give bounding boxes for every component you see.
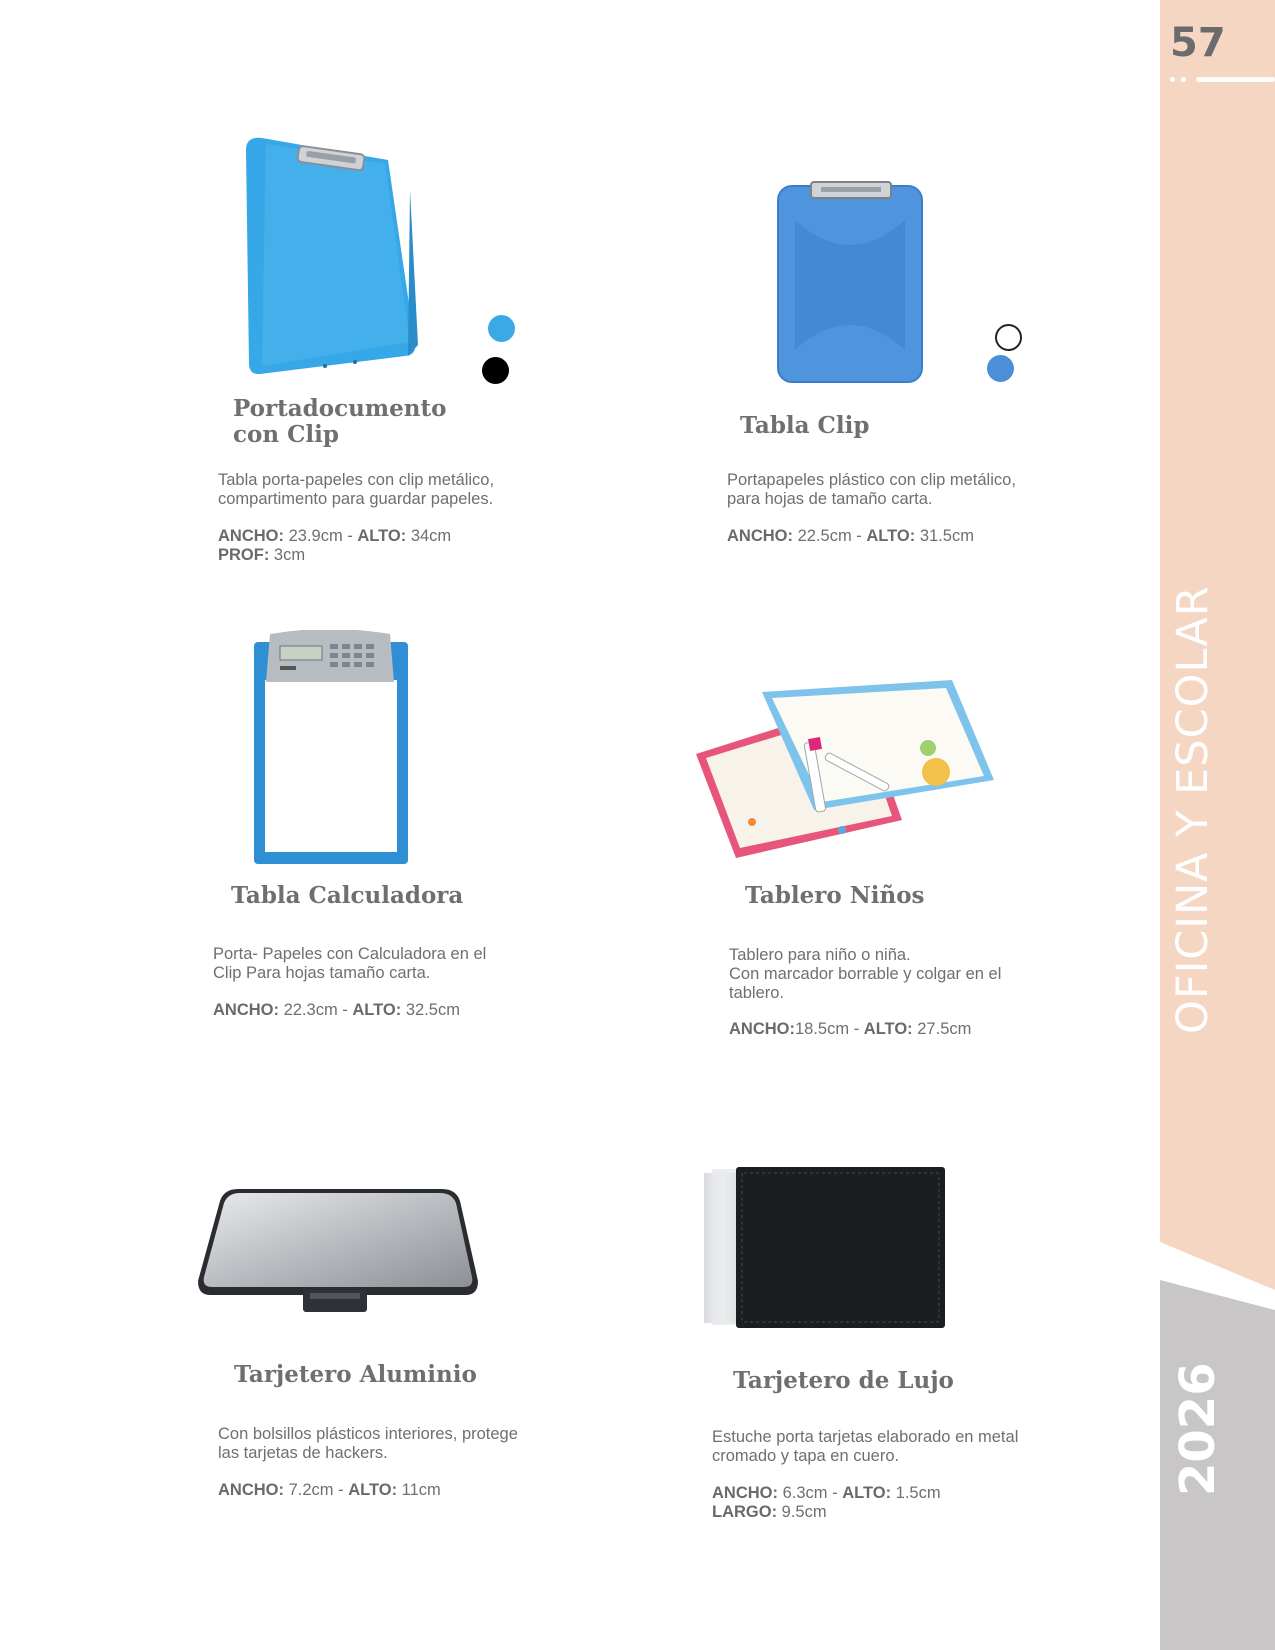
spec-label: ALTO: xyxy=(863,1020,913,1038)
decor-dot xyxy=(1170,77,1175,82)
color-swatch-blue[interactable] xyxy=(488,315,515,342)
spec-label: ANCHO: xyxy=(218,527,284,545)
spec-label: ANCHO: xyxy=(729,1020,795,1038)
description-line: las tarjetas de hackers. xyxy=(218,1444,388,1462)
decor-dot xyxy=(1181,77,1186,82)
spec-value: 6.3cm - xyxy=(778,1484,843,1502)
description-line: Tablero para niño o niña. xyxy=(729,946,911,964)
product-description xyxy=(729,946,1049,1003)
product-description xyxy=(218,471,538,509)
spec-value: 22.5cm - xyxy=(793,527,867,545)
product-dimensions xyxy=(712,1484,1032,1522)
spec-value: 23.9cm - xyxy=(284,527,358,545)
product-title: Tarjetero Aluminio xyxy=(234,1361,477,1388)
spec-value: 7.2cm - xyxy=(284,1481,349,1499)
product-title xyxy=(233,396,446,448)
product-description xyxy=(712,1428,1072,1466)
product-title: Tabla Clip xyxy=(740,412,870,439)
description-line: para hojas de tamaño carta. xyxy=(727,490,933,508)
spec-label: ALTO: xyxy=(842,1484,892,1502)
kids-whiteboards-image xyxy=(692,672,997,862)
spec-value: 9.5cm xyxy=(777,1503,827,1521)
spec-label: PROF: xyxy=(218,546,270,564)
blue-clipboard-image xyxy=(775,180,925,385)
product-dimensions xyxy=(218,527,538,565)
product-title: Tablero Niños xyxy=(745,882,925,909)
product-description xyxy=(218,1425,538,1463)
product-title-line: con Clip xyxy=(233,421,339,448)
product-dimensions xyxy=(727,527,1047,546)
product-description xyxy=(213,945,533,983)
spec-value: 18.5cm - xyxy=(795,1020,864,1038)
spec-label: ALTO: xyxy=(866,527,916,545)
spec-value: 34cm xyxy=(406,527,452,545)
spec-label: ANCHO: xyxy=(727,527,793,545)
description-line: Estuche porta tarjetas elaborado en metal xyxy=(712,1428,1019,1446)
spec-value: 3cm xyxy=(269,546,306,564)
spec-label: ANCHO: xyxy=(213,1001,279,1019)
description-line: cromado y tapa en cuero. xyxy=(712,1447,900,1465)
description-line: tablero. xyxy=(729,984,785,1002)
spec-value: 27.5cm xyxy=(912,1020,972,1038)
spec-label: LARGO: xyxy=(712,1503,778,1521)
description-line: Tabla porta-papeles con clip metálico, xyxy=(218,471,495,489)
color-swatch-white[interactable] xyxy=(995,324,1022,351)
blue-clipboard-case-image xyxy=(240,130,420,380)
spec-label: ALTO: xyxy=(352,1001,402,1019)
spec-value: 31.5cm xyxy=(915,527,974,545)
spec-value: 32.5cm xyxy=(401,1001,460,1019)
product-dimensions xyxy=(213,1001,533,1020)
page-number-underline xyxy=(1196,77,1275,82)
spec-label: ALTO: xyxy=(357,527,407,545)
product-title: Tarjetero de Lujo xyxy=(733,1367,954,1394)
spec-value: 22.3cm - xyxy=(279,1001,353,1019)
product-dimensions xyxy=(218,1481,538,1500)
description-line: Portapapeles plástico con clip metálico, xyxy=(727,471,1016,489)
spec-label: ALTO: xyxy=(348,1481,398,1499)
description-line: Con bolsillos plásticos interiores, protege xyxy=(218,1425,518,1443)
color-swatch-blue[interactable] xyxy=(987,355,1014,382)
product-title: Tabla Calculadora xyxy=(231,882,464,909)
category-label: OFICINA Y ESCOLAR xyxy=(1168,585,1218,1034)
spec-label: ANCHO: xyxy=(218,1481,284,1499)
calculator-clipboard-image xyxy=(250,630,412,866)
description-line: Clip Para hojas tamaño carta. xyxy=(213,964,431,982)
description-line: Con marcador borrable y colgar en el xyxy=(729,965,1002,983)
aluminum-card-holder-image xyxy=(190,1185,480,1325)
spec-value: 1.5cm xyxy=(891,1484,941,1502)
product-title-line: Portadocumento xyxy=(233,395,447,422)
color-swatch-black[interactable] xyxy=(482,357,509,384)
page-number: 57 xyxy=(1170,20,1226,66)
spec-value: 11cm xyxy=(397,1481,441,1499)
leather-card-holder-image xyxy=(702,1165,947,1330)
description-line: Porta- Papeles con Calculadora en el xyxy=(213,945,487,963)
product-dimensions xyxy=(729,1020,1049,1039)
catalog-year: 2026 xyxy=(1170,1362,1226,1496)
product-description xyxy=(727,471,1047,509)
spec-label: ANCHO: xyxy=(712,1484,778,1502)
description-line: compartimento para guardar papeles. xyxy=(218,490,494,508)
